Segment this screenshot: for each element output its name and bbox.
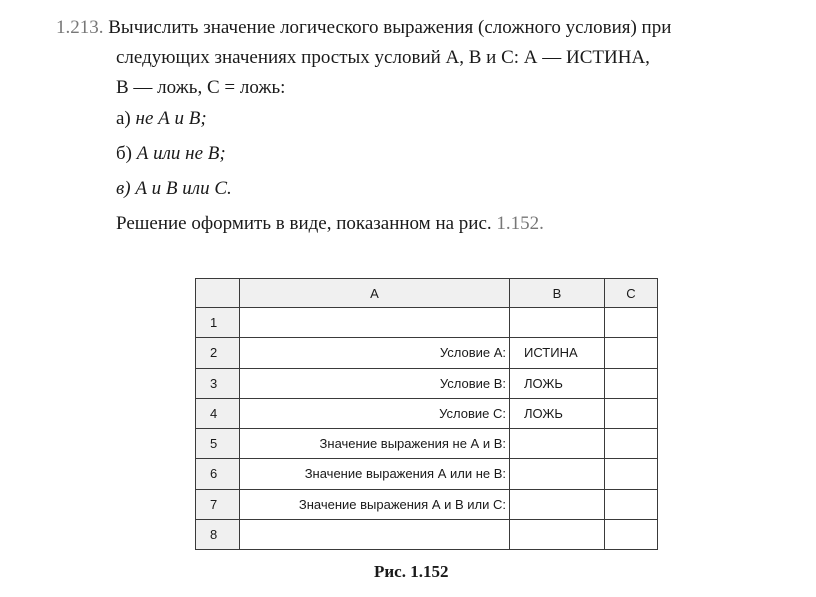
item-b-text: А или не В; xyxy=(136,143,226,164)
cell-a: Условие С: xyxy=(240,398,510,428)
row-number: 5 xyxy=(196,429,240,459)
row-number: 6 xyxy=(196,459,240,489)
row-number: 2 xyxy=(196,338,240,368)
row-number: 3 xyxy=(196,368,240,398)
cell-c xyxy=(605,398,658,428)
cell-a: Условие А: xyxy=(240,338,510,368)
spreadsheet-figure xyxy=(195,278,657,550)
column-header-a: A xyxy=(240,279,510,308)
cell-a: Значение выражения А и В или С: xyxy=(240,489,510,519)
problem-line-1 xyxy=(56,14,671,42)
cell-a: Значение выражения не А и В: xyxy=(240,429,510,459)
corner-cell xyxy=(196,279,240,308)
table-row xyxy=(196,308,658,338)
cell-b xyxy=(510,459,605,489)
row-number: 8 xyxy=(196,519,240,549)
cell-b: ЛОЖЬ xyxy=(510,368,605,398)
table-row xyxy=(196,429,658,459)
cell-a: Условие В: xyxy=(240,368,510,398)
table-row xyxy=(196,489,658,519)
cell-c xyxy=(605,519,658,549)
instruction-ref: 1.152. xyxy=(496,213,544,234)
cell-c xyxy=(605,338,658,368)
cell-c xyxy=(605,308,658,338)
problem-text-1: Вычислить значение логического выражения (сложного условия) при xyxy=(108,17,672,38)
cell-b xyxy=(510,429,605,459)
table-row xyxy=(196,459,658,489)
cell-c xyxy=(605,368,658,398)
column-header-row xyxy=(196,279,658,308)
cell-b: ИСТИНА xyxy=(510,338,605,368)
column-header-c: C xyxy=(605,279,658,308)
row-number: 4 xyxy=(196,398,240,428)
cell-a xyxy=(240,519,510,549)
cell-a: Значение выражения А или не В: xyxy=(240,459,510,489)
table-row xyxy=(196,338,658,368)
cell-b: ЛОЖЬ xyxy=(510,398,605,428)
item-b xyxy=(116,143,226,165)
item-a-label: а) xyxy=(116,108,131,129)
row-number: 7 xyxy=(196,489,240,519)
item-b-label: б) xyxy=(116,143,132,164)
table-row xyxy=(196,398,658,428)
spreadsheet-table xyxy=(195,278,658,550)
cell-c xyxy=(605,429,658,459)
instruction-line xyxy=(116,210,544,238)
cell-c xyxy=(605,459,658,489)
problem-number: 1.213. xyxy=(56,17,104,38)
table-row xyxy=(196,519,658,549)
cell-b xyxy=(510,489,605,519)
cell-b xyxy=(510,308,605,338)
figure-caption: Рис. 1.152 xyxy=(374,562,449,581)
row-number: 1 xyxy=(196,308,240,338)
instruction-text: Решение оформить в виде, показанном на рис. xyxy=(116,213,492,234)
item-a xyxy=(116,108,207,130)
column-header-b: B xyxy=(510,279,605,308)
table-row xyxy=(196,368,658,398)
cell-a xyxy=(240,308,510,338)
problem-line-3: В — ложь, С = ложь: xyxy=(116,77,286,98)
cell-b xyxy=(510,519,605,549)
item-c xyxy=(116,178,232,200)
item-a-text: не А и В; xyxy=(135,108,207,129)
problem-line-2: следующих значениях простых условий А, В и С: А — ИСТИНА, xyxy=(116,47,650,68)
item-c-label: в) xyxy=(116,178,131,199)
cell-c xyxy=(605,489,658,519)
item-c-text: А и В или С. xyxy=(135,178,232,199)
